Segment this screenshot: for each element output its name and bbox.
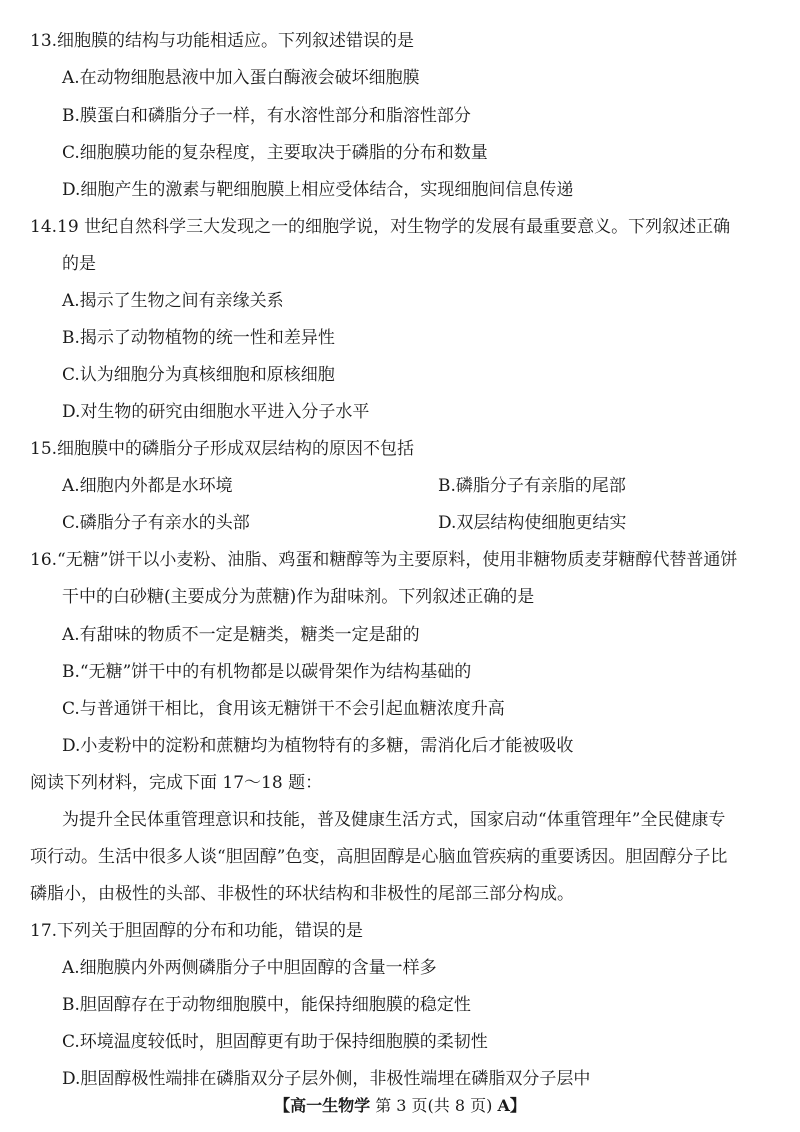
q17-stem: 17.下列关于胆固醇的分布和功能，错误的是 bbox=[30, 921, 364, 941]
q17-option-b: B.胆固醇存在于动物细胞膜中，能保持细胞膜的稳定性 bbox=[62, 995, 471, 1015]
material-intro: 阅读下列材料，完成下面 17～18 题： bbox=[30, 773, 323, 793]
q14-option-a: A.揭示了生物之间有亲缘关系 bbox=[62, 291, 284, 311]
q15-option-c: C.磷脂分子有亲水的头部 bbox=[62, 513, 250, 533]
q14-option-d: D.对生物的研究由细胞水平进入分子水平 bbox=[62, 402, 370, 422]
q16-stem-line1: 16.“无糖”饼干以小麦粉、油脂、鸡蛋和糖醇等为主要原料，使用非糖物质麦芽糖醇代替普通饼 bbox=[30, 550, 738, 570]
q16-stem-line2: 干中的白砂糖(主要成分为蔗糖)作为甜味剂。下列叙述正确的是 bbox=[62, 587, 535, 607]
q15-option-a: A.细胞内外都是水环境 bbox=[62, 476, 233, 496]
q16-option-b: B.“无糖”饼干中的有机物都是以碳骨架作为结构基础的 bbox=[62, 662, 472, 682]
q17-option-d: D.胆固醇极性端排在磷脂双分子层外侧，非极性端埋在磷脂双分子层中 bbox=[62, 1069, 591, 1089]
q17-option-a: A.细胞膜内外两侧磷脂分子中胆固醇的含量一样多 bbox=[62, 958, 437, 978]
footer-page-number: 第 3 页(共 8 页) bbox=[375, 1096, 493, 1115]
footer-version: A】 bbox=[497, 1096, 526, 1115]
q14-stem-line1: 14.19 世纪自然科学三大发现之一的细胞学说，对生物学的发展有最重要意义。下列叙述正确 bbox=[30, 217, 731, 237]
q16-option-d: D.小麦粉中的淀粉和蔗糖均为植物特有的多糖，需消化后才能被吸收 bbox=[62, 736, 574, 756]
footer-subject: 【高一生物学 bbox=[274, 1096, 371, 1115]
q13-option-c: C.细胞膜功能的复杂程度，主要取决于磷脂的分布和数量 bbox=[62, 143, 488, 163]
page-footer bbox=[0, 1098, 800, 1114]
q13-stem: 13.细胞膜的结构与功能相适应。下列叙述错误的是 bbox=[30, 31, 415, 51]
q15-stem: 15.细胞膜中的磷脂分子形成双层结构的原因不包括 bbox=[30, 439, 415, 459]
q13-option-d: D.细胞产生的激素与靶细胞膜上相应受体结合，实现细胞间信息传递 bbox=[62, 180, 574, 200]
material-line-1: 为提升全民体重管理意识和技能，普及健康生活方式，国家启动“体重管理年”全民健康专 bbox=[62, 810, 726, 830]
q14-option-b: B.揭示了动物植物的统一性和差异性 bbox=[62, 328, 335, 348]
material-line-3: 磷脂小，由极性的头部、非极性的环状结构和非极性的尾部三部分构成。 bbox=[30, 884, 574, 904]
q16-option-c: C.与普通饼干相比，食用该无糖饼干不会引起血糖浓度升高 bbox=[62, 699, 505, 719]
q15-option-b: B.磷脂分子有亲脂的尾部 bbox=[438, 476, 626, 496]
q13-option-b: B.膜蛋白和磷脂分子一样，有水溶性部分和脂溶性部分 bbox=[62, 106, 471, 126]
q16-option-a: A.有甜味的物质不一定是糖类，糖类一定是甜的 bbox=[62, 625, 420, 645]
material-line-2: 项行动。生活中很多人谈“胆固醇”色变，高胆固醇是心脑血管疾病的重要诱因。胆固醇分子比 bbox=[30, 847, 728, 867]
q13-option-a: A.在动物细胞悬液中加入蛋白酶液会破坏细胞膜 bbox=[62, 68, 420, 88]
q14-stem-line2: 的是 bbox=[62, 254, 96, 274]
q15-option-d: D.双层结构使细胞更结实 bbox=[438, 513, 627, 533]
q14-option-c: C.认为细胞分为真核细胞和原核细胞 bbox=[62, 365, 335, 385]
q17-option-c: C.环境温度较低时，胆固醇更有助于保持细胞膜的柔韧性 bbox=[62, 1032, 488, 1052]
